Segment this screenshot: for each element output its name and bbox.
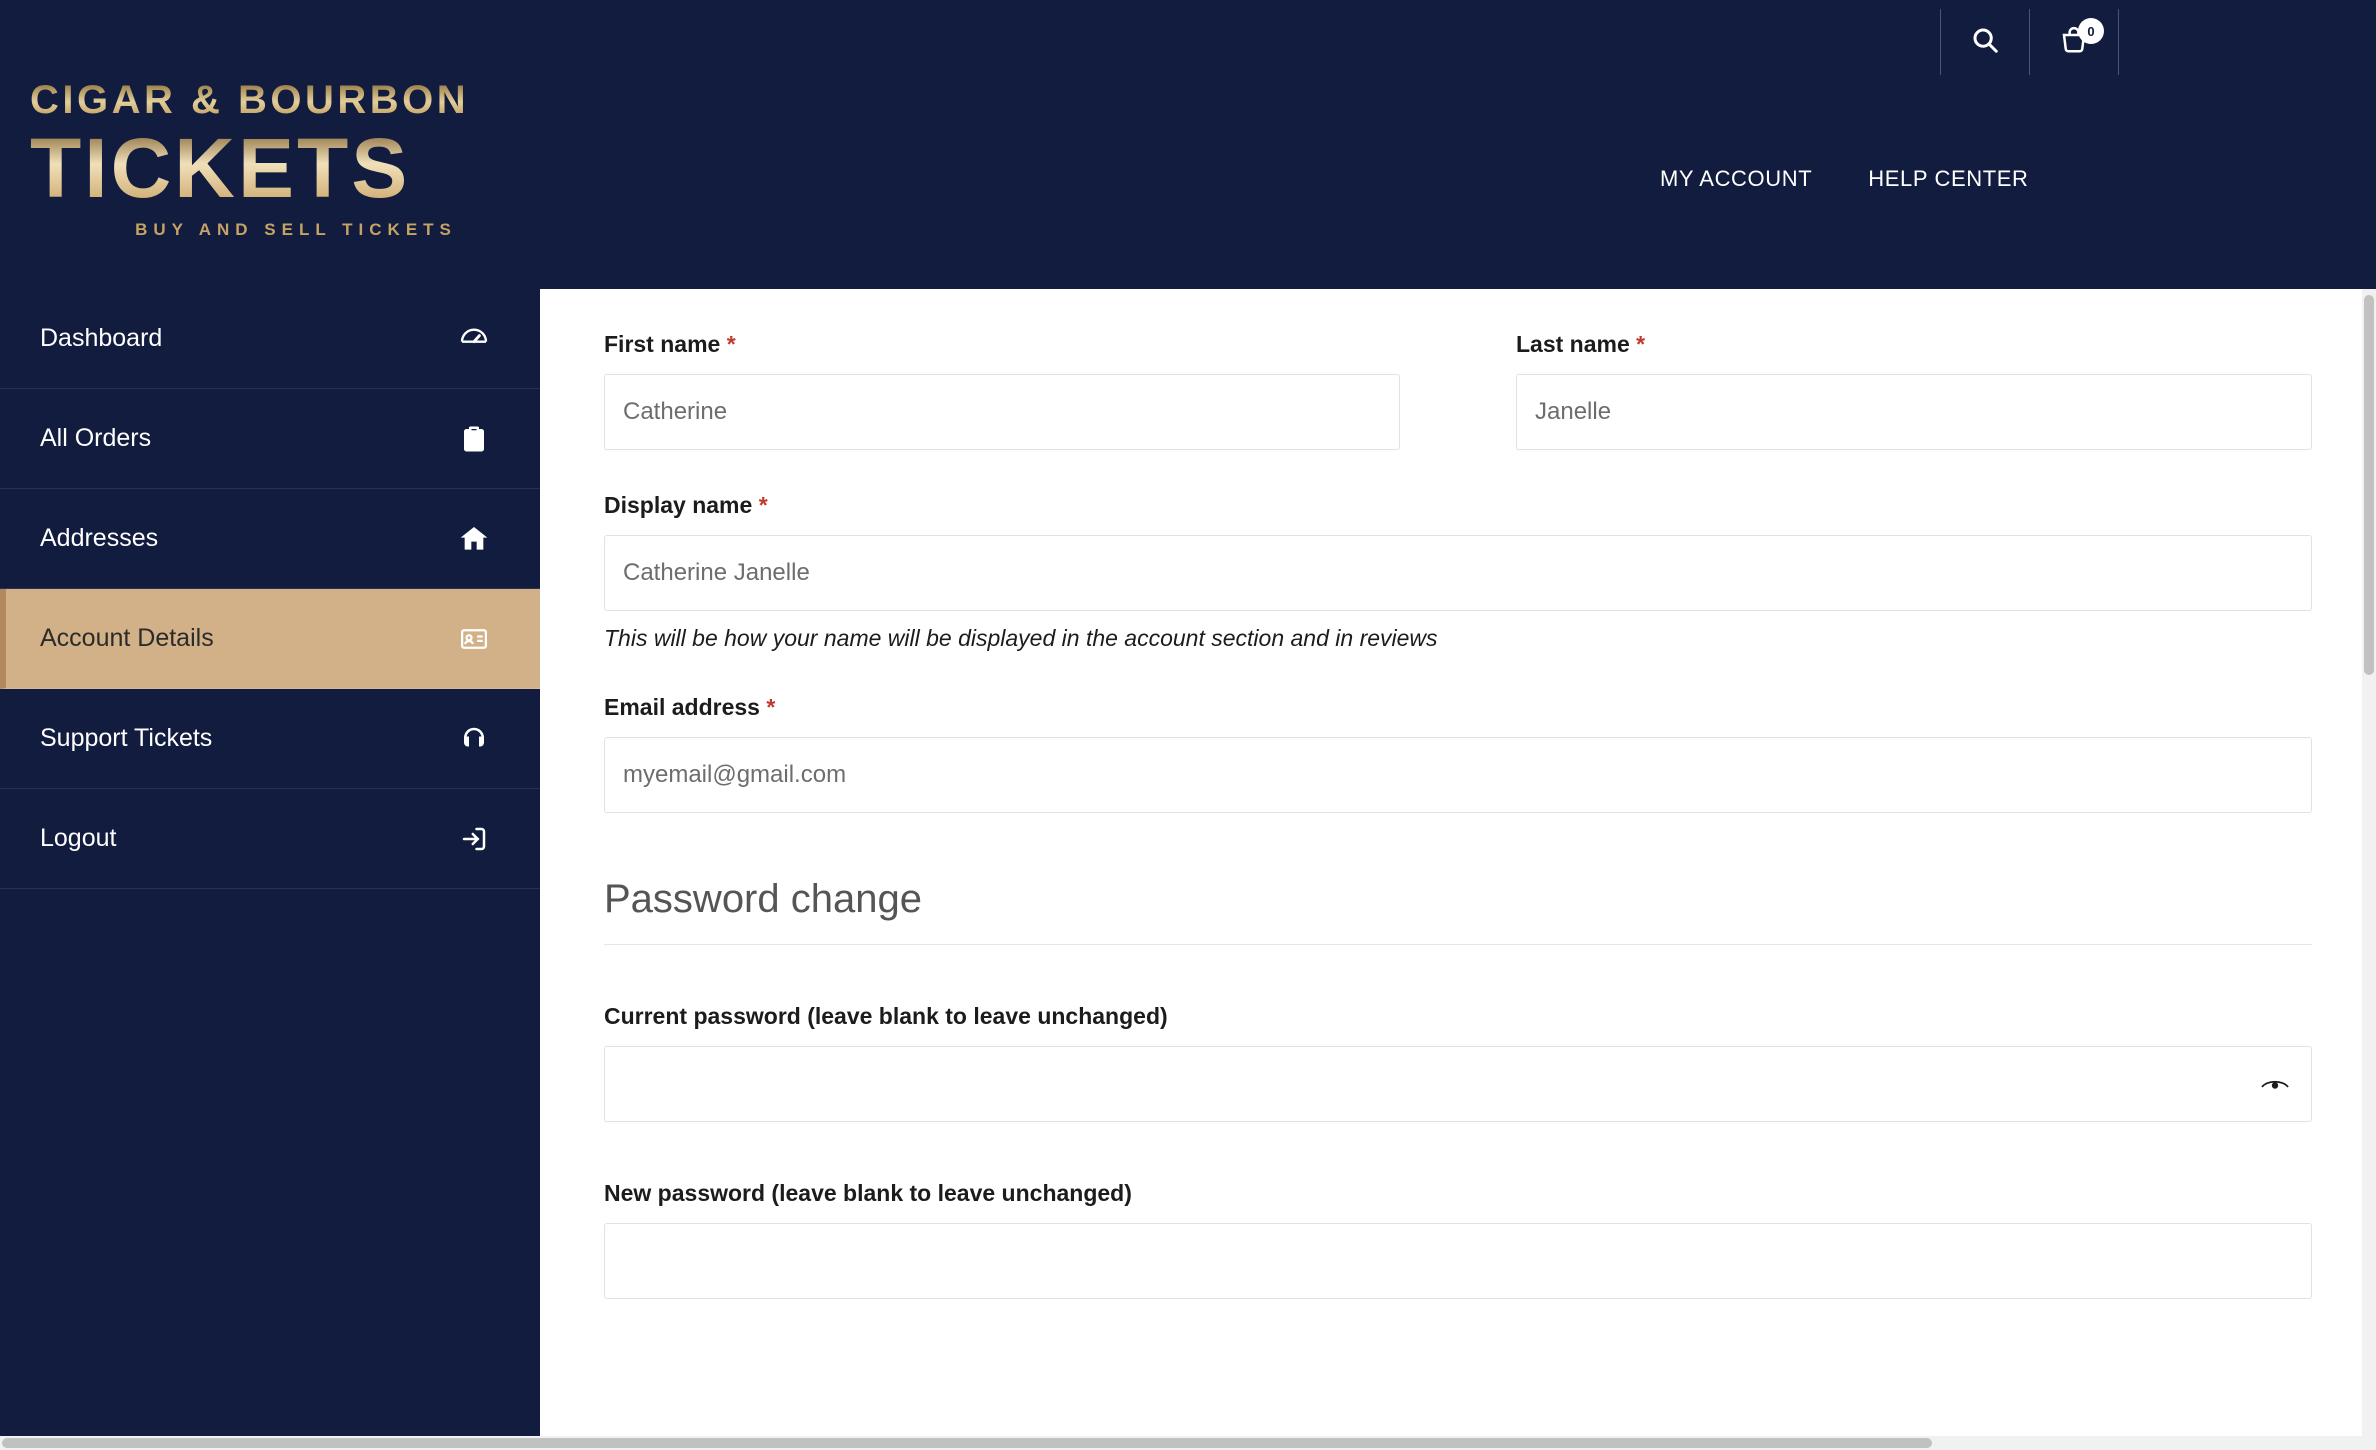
first-name-field	[604, 331, 1400, 450]
first-name-required: *	[726, 331, 736, 357]
sidebar-item-label: Support Tickets	[40, 724, 213, 752]
email-label-text: Email address	[604, 694, 760, 720]
new-password-input[interactable]	[604, 1223, 2312, 1299]
sidebar-item-logout[interactable]	[0, 789, 540, 889]
site-header	[0, 0, 2376, 289]
sidebar-item-label: Account Details	[40, 624, 214, 652]
cart-count-badge: 0	[2078, 18, 2104, 44]
sidebar-item-account-details[interactable]	[0, 589, 540, 689]
current-password-wrap	[604, 1046, 2312, 1122]
cart-button[interactable]	[2030, 0, 2118, 84]
new-password-field	[604, 1180, 2312, 1299]
sidebar-item-label: Addresses	[40, 524, 159, 552]
home-icon	[454, 519, 494, 559]
nav-my-account[interactable]: MY ACCOUNT	[1660, 166, 1813, 191]
last-name-input[interactable]	[1516, 374, 2312, 450]
sidebar-item-dashboard[interactable]	[0, 289, 540, 389]
current-password-input[interactable]	[604, 1046, 2312, 1122]
headset-icon	[454, 719, 494, 759]
clipboard-icon	[454, 419, 494, 459]
search-button[interactable]	[1941, 0, 2029, 84]
nav-help-center[interactable]: HELP CENTER	[1868, 166, 2029, 191]
first-name-input[interactable]	[604, 374, 1400, 450]
horizontal-scrollbar-thumb[interactable]	[2, 1438, 1932, 1448]
logo-tagline: BUY AND SELL TICKETS	[135, 220, 457, 239]
sidebar-item-label: Dashboard	[40, 324, 163, 352]
sidebar-item-label: Logout	[40, 824, 117, 852]
sidebar-item-all-orders[interactable]	[0, 389, 540, 489]
sidebar-item-support-tickets[interactable]	[0, 689, 540, 789]
first-name-label-text: First name	[604, 331, 721, 357]
new-password-label: New password (leave blank to leave unchanged)	[604, 1180, 1132, 1206]
last-name-label	[1516, 331, 2312, 358]
email-input[interactable]	[604, 737, 2312, 813]
search-icon	[1970, 25, 2000, 60]
display-name-hint: This will be how your name will be displayed in the account section and in reviews	[604, 625, 1438, 651]
divider-right	[2118, 9, 2119, 75]
sidebar-item-label: All Orders	[40, 424, 152, 452]
vertical-scrollbar[interactable]	[2362, 289, 2376, 1450]
sidebar-item-addresses[interactable]	[0, 489, 540, 589]
account-details-form	[540, 289, 2376, 1450]
header-icon-cluster	[1940, 0, 2119, 84]
email-required: *	[766, 694, 776, 720]
display-name-required: *	[758, 492, 768, 518]
last-name-label-text: Last name	[1516, 331, 1630, 357]
logout-icon	[454, 819, 494, 859]
logo-line-1: CIGAR & BOURBON	[30, 80, 540, 120]
horizontal-scrollbar[interactable]	[0, 1436, 2376, 1450]
email-label	[604, 694, 2312, 721]
email-field	[604, 694, 2312, 813]
vertical-scrollbar-thumb[interactable]	[2364, 295, 2374, 675]
display-name-field	[604, 492, 2312, 652]
new-password-wrap	[604, 1223, 2312, 1299]
eye-icon[interactable]	[2260, 1074, 2290, 1094]
current-password-field	[604, 1003, 2312, 1122]
display-name-label-text: Display name	[604, 492, 753, 518]
display-name-input[interactable]	[604, 535, 2312, 611]
display-name-label	[604, 492, 2312, 519]
current-password-label: Current password (leave blank to leave unchanged)	[604, 1003, 1168, 1029]
dashboard-icon	[454, 319, 494, 359]
first-name-label	[604, 331, 1400, 358]
password-change-heading: Password change	[604, 877, 2312, 945]
site-logo[interactable]	[30, 80, 540, 240]
name-row	[604, 289, 2312, 450]
last-name-required: *	[1636, 331, 1646, 357]
primary-nav	[1660, 166, 2029, 192]
account-sidebar	[0, 289, 540, 1450]
last-name-field	[1516, 331, 2312, 450]
logo-line-2: TICKETS	[30, 126, 540, 210]
id-card-icon	[454, 619, 494, 659]
